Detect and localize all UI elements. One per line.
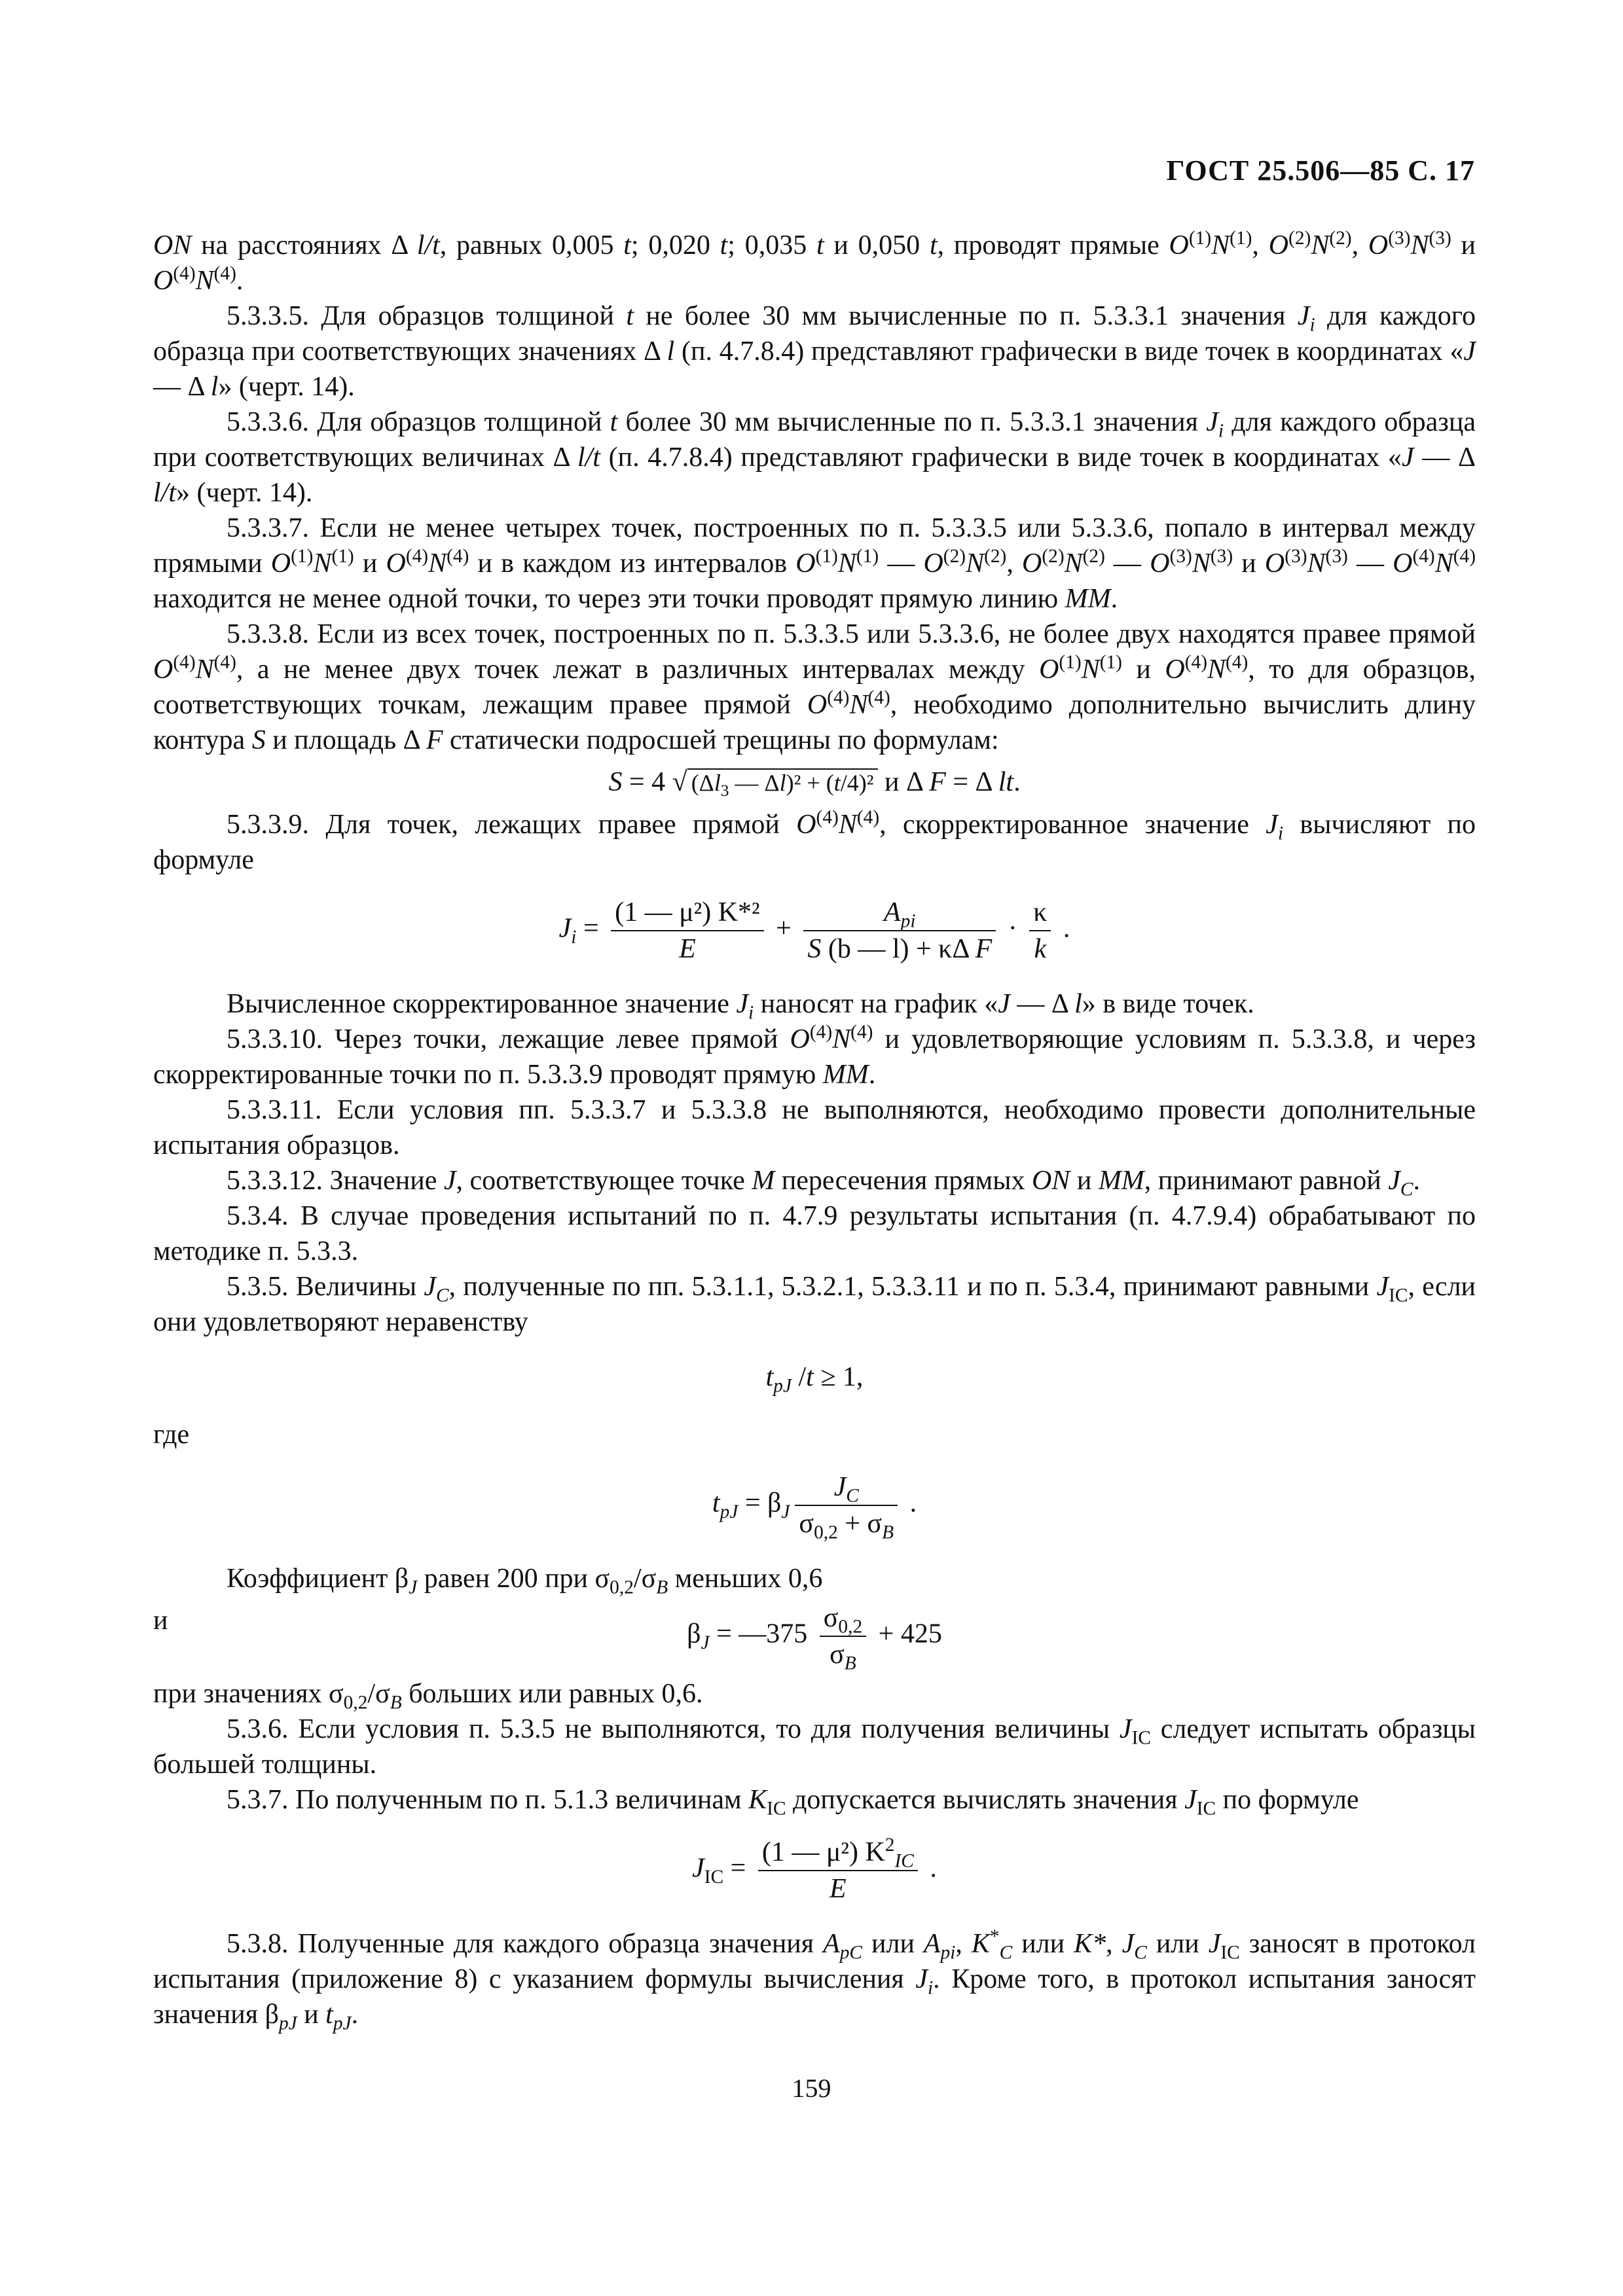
paragraph-coefficient: Коэффициент $\beta_J$ равен 200 при $\sigma_{0,2}/\sigma_B$ меньших 0,6 xyxy=(227,1564,823,1598)
formula-corrected-j: $J_i$ = $\frac{\text{(1 — μ²) K*²}}{E}$ + $\frac{A_{pi}}{\text{S (b — l) + κΔ F}}$ · $\frac{\kappa}{k}$ . xyxy=(558,897,1070,964)
formula-beta-row: и $\beta_J$ = —375 $\frac{\sigma_{0,2}}{\sigma_B}$ + 425 xyxy=(153,1603,942,1674)
paragraph-5-3-6: 5.3.6. Если условия п. 5.3.5 не выполняются, то для получения величины $J_{IC}$ следует испытать образцы большей толщины. xyxy=(153,1714,1476,1780)
paragraph-5-3-3-12: 5.3.3.12. Значение J, соответствующее точке M пересечения прямых ON и MM, принимают равной $J_C$. xyxy=(227,1166,1421,1200)
paragraph-5-3-3-11: 5.3.3.11. Если условия пп. 5.3.3.7 и 5.3.3.8 не выполняются, необходимо провести дополнительные испытания образцов. xyxy=(153,1095,1476,1160)
paragraph-5-3-3-6: 5.3.3.6. Для образцов толщиной t более 30 мм вычисленные по п. 5.3.3.1 значения $J_i$ для каждого образца при соответствующих величинах Δ l/t (п. 4.7.8.4) представляют графически в виде точек в координатах «J — Δ l/t» (черт. 14). xyxy=(153,407,1476,508)
running-head: ГОСТ 25.506—85 С. 17 xyxy=(1166,154,1475,187)
paragraph-5-3-3-9: 5.3.3.9. Для точек, лежащих правее прямой $O^{(4)}N^{(4)}$, скорректированное значение $J_i$ вычисляют по формуле xyxy=(153,807,1476,875)
formula-tpj: $t_{pJ} = \beta_J$ $\frac{J_C}{\sigma_{0,2} + \sigma_B}$ . xyxy=(712,1472,917,1543)
paragraph-continuation: ON на расстояниях Δ l/t, равных 0,005 t; 0,020 t; 0,035 t и 0,050 t, проводят прямые $O^{(1)}N^{(1)}$, $O^{(2)}N^{(2)}$, $O^{(3)}N^{(3)}$ и $O^{(4)}N^{(4)}$. xyxy=(153,228,1476,296)
paragraph-5-3-3-7: 5.3.3.7. Если не менее четырех точек, построенных по п. 5.3.3.5 или 5.3.3.6, попало в интервал между прямыми $O^{(1)}N^{(1)}$ и $O^{(4)}N^{(4)}$ и в каждом из интервалов $O^{(1)}N^{(1)}$ — $O^{(2)}N^{(2)}$, $O^{(2)}N^{(2)}$ — $O^{(3)}N^{(3)}$ и $O^{(3)}N^{(3)}$ — $O^{(4)}N^{(4)}$ находится не менее одной точки, то через эти точки проводят прямую линию MM. xyxy=(153,513,1476,614)
formula-jic: $J_{IC}$ = $\frac{(1 — \mu^2) K^2_{IC}}{E}$ . xyxy=(692,1835,937,1904)
paragraph-5-3-3-10: 5.3.3.10. Через точки, лежащие левее прямой $O^{(4)}N^{(4)}$ и удовлетворяющие условиям п. 5.3.3.8, и через скорректированные точки по п. 5.3.3.9 проводят прямую MM. xyxy=(153,1022,1476,1090)
formula-inequality: $t_{pJ}$ /t ≥ 1, xyxy=(765,1362,864,1397)
page-number: 159 xyxy=(792,2073,831,2103)
document-body xyxy=(153,228,1476,2032)
formula-contour-area: S = 4 √ ($\Delta l_3$ — Δl)² + (t/4)² и Δ F = Δ lt. xyxy=(608,767,1021,800)
paragraph-5-3-5: 5.3.5. Величины $J_C$, полученные по пп. 5.3.1.1, 5.3.2.1, 5.3.3.11 и по п. 5.3.4, принимают равными $J_{IC}$, если они удовлетворяют неравенству xyxy=(153,1272,1476,1337)
paragraph-5-3-3-8: 5.3.3.8. Если из всех точек, построенных по п. 5.3.3.5 или 5.3.3.6, не более двух находятся правее прямой $O^{(4)}N^{(4)}$, а не менее двух точек лежат в различных интервалах между $O^{(1)}N^{(1)}$ и $O^{(4)}N^{(4)}$, то для образцов, соответствующих точкам, лежащим правее прямой $O^{(4)}N^{(4)}$, необходимо дополнительно вычислить длину контура S и площадь Δ F статически подросшей трещины по формулам: xyxy=(153,619,1476,755)
paragraph-corrected-value: Вычисленное скорректированное значение $J_i$ наносят на график «J — Δ l» в виде точек. xyxy=(227,989,1254,1024)
paragraph-5-3-3-5: 5.3.3.5. Для образцов толщиной t не более 30 мм вычисленные по п. 5.3.3.1 значения $J_i$ для каждого образца при соответствующих значениях Δ l (п. 4.7.8.4) представляют графически в виде точек в координатах «J — Δ l» (черт. 14). xyxy=(153,301,1476,402)
where-label: где xyxy=(153,1420,190,1450)
paragraph-values-ratio: при значениях $\sigma_{0,2}/\sigma_B$ больших или равных 0,6. xyxy=(153,1679,703,1713)
paragraph-5-3-4: 5.3.4. В случае проведения испытаний по п. 4.7.9 результаты испытания (п. 4.7.9.4) обрабатывают по методике п. 5.3.3. xyxy=(153,1201,1476,1266)
paragraph-5-3-7: 5.3.7. По полученным по п. 5.1.3 величинам $K_{IC}$ допускается вычислять значения $J_{IC}$ по формуле xyxy=(227,1785,1359,1820)
and-label: и xyxy=(153,1605,168,1636)
paragraph-5-3-8: 5.3.8. Полученные для каждого образца значения $A_{pC}$ или $A_{pi}$, $K^*_C$ или K*, $J_C$ или $J_{IC}$ заносят в протокол испытания (приложение 8) с указанием формулы вычисления $J_i$. Кроме того, в протокол испытания заносят значения $\beta_{pJ}$ и $t_{pJ}$. xyxy=(153,1926,1476,2034)
